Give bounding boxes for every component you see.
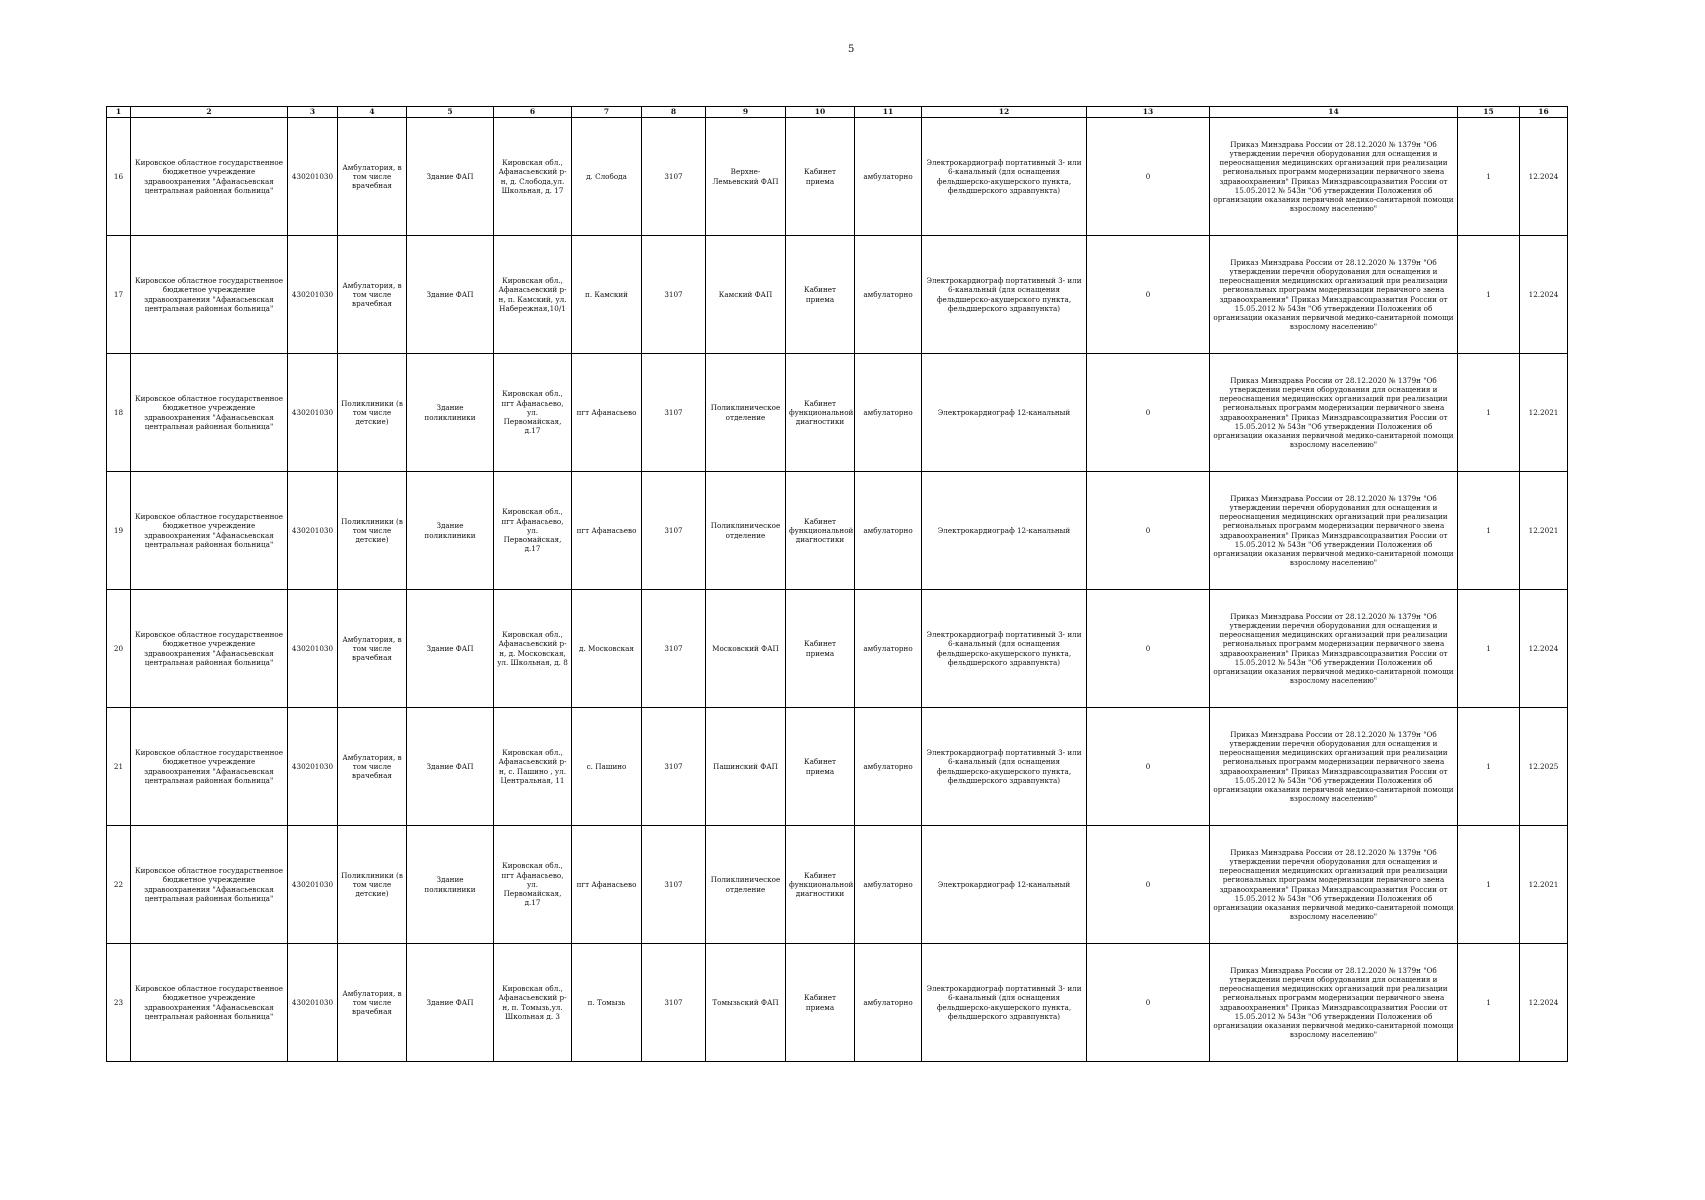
- care-mode-cell: амбулаторно: [855, 354, 922, 472]
- legal-basis-cell: Приказ Минздрава России от 28.12.2020 № 1379н "Об утверждении перечня оборудования для оснащения и переоснащения медицинских организаций при реализации региональных программ модернизации первичного звена здравоохранения" Приказ Минздравсоцразвития России от 15.05.2012 № 543н "Об утверждении Положения об организации оказания первичной медико-санитарной помощи взрослому населению": [1210, 944, 1458, 1062]
- organization-cell: Кировское областное государственное бюджетное учреждение здравоохранения "Афанасьевская центральная районная больница": [131, 354, 288, 472]
- row-number: 22: [107, 826, 131, 944]
- date-cell: 12.2024: [1520, 236, 1568, 354]
- column-header: 7: [572, 107, 642, 118]
- column-header: 4: [338, 107, 407, 118]
- quantity-available-cell: 0: [1087, 826, 1210, 944]
- code-cell: 3107: [642, 944, 706, 1062]
- equipment-cell: Электрокардиограф портативный 3- или 6-канальный (для оснащения фельдшерско-акушерского пункта, фельдшерского здравпункта): [922, 708, 1087, 826]
- building-cell: Здание ФАП: [407, 590, 494, 708]
- building-cell: Здание ФАП: [407, 118, 494, 236]
- kpp-cell: 430201030: [288, 472, 338, 590]
- organization-cell: Кировское областное государственное бюджетное учреждение здравоохранения "Афанасьевская центральная районная больница": [131, 236, 288, 354]
- quantity-available-cell: 0: [1087, 708, 1210, 826]
- settlement-cell: пгт Афанасьево: [572, 826, 642, 944]
- room-cell: Кабинет функциональной диагностики: [786, 472, 855, 590]
- kpp-cell: 430201030: [288, 354, 338, 472]
- row-number: 17: [107, 236, 131, 354]
- quantity-required-cell: 1: [1458, 944, 1520, 1062]
- code-cell: 3107: [642, 118, 706, 236]
- column-header: 10: [786, 107, 855, 118]
- date-cell: 12.2024: [1520, 944, 1568, 1062]
- table-row: [107, 708, 1568, 826]
- quantity-available-cell: 0: [1087, 472, 1210, 590]
- address-cell: Кировская обл., Афанасьевский р-н, п. Камский, ул. Набережная,10/1: [494, 236, 572, 354]
- quantity-available-cell: 0: [1087, 118, 1210, 236]
- building-cell: Здание поликлиники: [407, 826, 494, 944]
- legal-basis-cell: Приказ Минздрава России от 28.12.2020 № 1379н "Об утверждении перечня оборудования для оснащения и переоснащения медицинских организаций при реализации региональных программ модернизации первичного звена здравоохранения" Приказ Минздравсоцразвития России от 15.05.2012 № 543н "Об утверждении Положения об организации оказания первичной медико-санитарной помощи взрослому населению": [1210, 118, 1458, 236]
- code-cell: 3107: [642, 826, 706, 944]
- quantity-available-cell: 0: [1087, 236, 1210, 354]
- table-row: [107, 826, 1568, 944]
- equipment-cell: Электрокардиограф 12-канальный: [922, 472, 1087, 590]
- kpp-cell: 430201030: [288, 944, 338, 1062]
- organization-cell: Кировское областное государственное бюджетное учреждение здравоохранения "Афанасьевская центральная районная больница": [131, 118, 288, 236]
- date-cell: 12.2024: [1520, 118, 1568, 236]
- address-cell: Кировская обл., Афанасьевский р-н, п. Томызь,ул. Школьная д. 3: [494, 944, 572, 1062]
- unit-cell: Поликлиническое отделение: [706, 354, 786, 472]
- legal-basis-cell: Приказ Минздрава России от 28.12.2020 № 1379н "Об утверждении перечня оборудования для оснащения и переоснащения медицинских организаций при реализации региональных программ модернизации первичного звена здравоохранения" Приказ Минздравсоцразвития России от 15.05.2012 № 543н "Об утверждении Положения об организации оказания первичной медико-санитарной помощи взрослому населению": [1210, 354, 1458, 472]
- settlement-cell: с. Пашино: [572, 708, 642, 826]
- column-number-row: [107, 107, 1568, 118]
- quantity-required-cell: 1: [1458, 118, 1520, 236]
- column-header: 14: [1210, 107, 1458, 118]
- row-number: 16: [107, 118, 131, 236]
- settlement-cell: д. Московская: [572, 590, 642, 708]
- table-row: [107, 236, 1568, 354]
- legal-basis-cell: Приказ Минздрава России от 28.12.2020 № 1379н "Об утверждении перечня оборудования для оснащения и переоснащения медицинских организаций при реализации региональных программ модернизации первичного звена здравоохранения" Приказ Минздравсоцразвития России от 15.05.2012 № 543н "Об утверждении Положения об организации оказания первичной медико-санитарной помощи взрослому населению": [1210, 472, 1458, 590]
- organization-cell: Кировское областное государственное бюджетное учреждение здравоохранения "Афанасьевская центральная районная больница": [131, 944, 288, 1062]
- date-cell: 12.2024: [1520, 590, 1568, 708]
- care-mode-cell: амбулаторно: [855, 472, 922, 590]
- table-row: [107, 118, 1568, 236]
- table-row: [107, 944, 1568, 1062]
- quantity-required-cell: 1: [1458, 826, 1520, 944]
- row-number: 19: [107, 472, 131, 590]
- column-header: 6: [494, 107, 572, 118]
- facility-type-cell: Амбулатория, в том числе врачебная: [338, 590, 407, 708]
- equipment-cell: Электрокардиограф 12-канальный: [922, 354, 1087, 472]
- unit-cell: Верхне-Лемьевский ФАП: [706, 118, 786, 236]
- code-cell: 3107: [642, 708, 706, 826]
- quantity-required-cell: 1: [1458, 236, 1520, 354]
- unit-cell: Поликлиническое отделение: [706, 472, 786, 590]
- settlement-cell: пгт Афанасьево: [572, 354, 642, 472]
- code-cell: 3107: [642, 236, 706, 354]
- address-cell: Кировская обл., пгт Афанасьево, ул. Первомайская, д.17: [494, 354, 572, 472]
- room-cell: Кабинет функциональной диагностики: [786, 354, 855, 472]
- facility-type-cell: Амбулатория, в том числе врачебная: [338, 944, 407, 1062]
- column-header: 3: [288, 107, 338, 118]
- building-cell: Здание поликлиники: [407, 472, 494, 590]
- column-header: 16: [1520, 107, 1568, 118]
- care-mode-cell: амбулаторно: [855, 590, 922, 708]
- organization-cell: Кировское областное государственное бюджетное учреждение здравоохранения "Афанасьевская центральная районная больница": [131, 708, 288, 826]
- quantity-available-cell: 0: [1087, 354, 1210, 472]
- settlement-cell: п. Камский: [572, 236, 642, 354]
- row-number: 23: [107, 944, 131, 1062]
- table-row: [107, 354, 1568, 472]
- date-cell: 12.2021: [1520, 826, 1568, 944]
- equipment-cell: Электрокардиограф портативный 3- или 6-канальный (для оснащения фельдшерско-акушерского пункта, фельдшерского здравпункта): [922, 236, 1087, 354]
- kpp-cell: 430201030: [288, 708, 338, 826]
- quantity-required-cell: 1: [1458, 354, 1520, 472]
- quantity-available-cell: 0: [1087, 590, 1210, 708]
- address-cell: Кировская обл., пгт Афанасьево, ул. Первомайская, д.17: [494, 472, 572, 590]
- column-header: 1: [107, 107, 131, 118]
- facility-type-cell: Поликлиники (в том числе детские): [338, 354, 407, 472]
- care-mode-cell: амбулаторно: [855, 944, 922, 1062]
- row-number: 18: [107, 354, 131, 472]
- facility-type-cell: Амбулатория, в том числе врачебная: [338, 236, 407, 354]
- table-row: [107, 472, 1568, 590]
- care-mode-cell: амбулаторно: [855, 708, 922, 826]
- equipment-cell: Электрокардиограф портативный 3- или 6-канальный (для оснащения фельдшерско-акушерского пункта, фельдшерского здравпункта): [922, 118, 1087, 236]
- room-cell: Кабинет функциональной диагностики: [786, 826, 855, 944]
- organization-cell: Кировское областное государственное бюджетное учреждение здравоохранения "Афанасьевская центральная районная больница": [131, 826, 288, 944]
- address-cell: Кировская обл., пгт Афанасьево, ул. Первомайская, д.17: [494, 826, 572, 944]
- legal-basis-cell: Приказ Минздрава России от 28.12.2020 № 1379н "Об утверждении перечня оборудования для оснащения и переоснащения медицинских организаций при реализации региональных программ модернизации первичного звена здравоохранения" Приказ Минздравсоцразвития России от 15.05.2012 № 543н "Об утверждении Положения об организации оказания первичной медико-санитарной помощи взрослому населению": [1210, 236, 1458, 354]
- column-header: 13: [1087, 107, 1210, 118]
- page-number: 5: [848, 44, 855, 55]
- settlement-cell: пгт Афанасьево: [572, 472, 642, 590]
- building-cell: Здание ФАП: [407, 944, 494, 1062]
- facility-type-cell: Поликлиники (в том числе детские): [338, 826, 407, 944]
- quantity-available-cell: 0: [1087, 944, 1210, 1062]
- equipment-table: [106, 106, 1568, 1062]
- column-header: 15: [1458, 107, 1520, 118]
- kpp-cell: 430201030: [288, 590, 338, 708]
- column-header: 8: [642, 107, 706, 118]
- legal-basis-cell: Приказ Минздрава России от 28.12.2020 № 1379н "Об утверждении перечня оборудования для оснащения и переоснащения медицинских организаций при реализации региональных программ модернизации первичного звена здравоохранения" Приказ Минздравсоцразвития России от 15.05.2012 № 543н "Об утверждении Положения об организации оказания первичной медико-санитарной помощи взрослому населению": [1210, 826, 1458, 944]
- quantity-required-cell: 1: [1458, 472, 1520, 590]
- kpp-cell: 430201030: [288, 118, 338, 236]
- unit-cell: Камский ФАП: [706, 236, 786, 354]
- room-cell: Кабинет приема: [786, 590, 855, 708]
- date-cell: 12.2025: [1520, 708, 1568, 826]
- row-number: 21: [107, 708, 131, 826]
- address-cell: Кировская обл., Афанасьевский р-н, д. Московская, ул. Школьная, д. 8: [494, 590, 572, 708]
- unit-cell: Поликлиническое отделение: [706, 826, 786, 944]
- facility-type-cell: Поликлиники (в том числе детские): [338, 472, 407, 590]
- facility-type-cell: Амбулатория, в том числе врачебная: [338, 708, 407, 826]
- care-mode-cell: амбулаторно: [855, 826, 922, 944]
- code-cell: 3107: [642, 472, 706, 590]
- room-cell: Кабинет приема: [786, 944, 855, 1062]
- building-cell: Здание ФАП: [407, 236, 494, 354]
- organization-cell: Кировское областное государственное бюджетное учреждение здравоохранения "Афанасьевская центральная районная больница": [131, 472, 288, 590]
- code-cell: 3107: [642, 354, 706, 472]
- equipment-cell: Электрокардиограф 12-канальный: [922, 826, 1087, 944]
- table-row: [107, 590, 1568, 708]
- room-cell: Кабинет приема: [786, 236, 855, 354]
- building-cell: Здание поликлиники: [407, 354, 494, 472]
- column-header: 9: [706, 107, 786, 118]
- settlement-cell: п. Томызь: [572, 944, 642, 1062]
- column-header: 12: [922, 107, 1087, 118]
- quantity-required-cell: 1: [1458, 590, 1520, 708]
- equipment-cell: Электрокардиограф портативный 3- или 6-канальный (для оснащения фельдшерско-акушерского пункта, фельдшерского здравпункта): [922, 944, 1087, 1062]
- unit-cell: Московский ФАП: [706, 590, 786, 708]
- settlement-cell: д. Слобода: [572, 118, 642, 236]
- room-cell: Кабинет приема: [786, 118, 855, 236]
- column-header: 5: [407, 107, 494, 118]
- kpp-cell: 430201030: [288, 826, 338, 944]
- facility-type-cell: Амбулатория, в том числе врачебная: [338, 118, 407, 236]
- column-header: 2: [131, 107, 288, 118]
- unit-cell: Пашинский ФАП: [706, 708, 786, 826]
- address-cell: Кировская обл., Афанасьевский р-н, с. Пашино , ул. Центральная, 11: [494, 708, 572, 826]
- legal-basis-cell: Приказ Минздрава России от 28.12.2020 № 1379н "Об утверждении перечня оборудования для оснащения и переоснащения медицинских организаций при реализации региональных программ модернизации первичного звена здравоохранения" Приказ Минздравсоцразвития России от 15.05.2012 № 543н "Об утверждении Положения об организации оказания первичной медико-санитарной помощи взрослому населению": [1210, 590, 1458, 708]
- row-number: 20: [107, 590, 131, 708]
- care-mode-cell: амбулаторно: [855, 236, 922, 354]
- organization-cell: Кировское областное государственное бюджетное учреждение здравоохранения "Афанасьевская центральная районная больница": [131, 590, 288, 708]
- date-cell: 12.2021: [1520, 472, 1568, 590]
- address-cell: Кировская обл., Афанасьевский р-н, д. Слобода,ул. Школьная, д. 17: [494, 118, 572, 236]
- quantity-required-cell: 1: [1458, 708, 1520, 826]
- building-cell: Здание ФАП: [407, 708, 494, 826]
- care-mode-cell: амбулаторно: [855, 118, 922, 236]
- kpp-cell: 430201030: [288, 236, 338, 354]
- column-header: 11: [855, 107, 922, 118]
- legal-basis-cell: Приказ Минздрава России от 28.12.2020 № 1379н "Об утверждении перечня оборудования для оснащения и переоснащения медицинских организаций при реализации региональных программ модернизации первичного звена здравоохранения" Приказ Минздравсоцразвития России от 15.05.2012 № 543н "Об утверждении Положения об организации оказания первичной медико-санитарной помощи взрослому населению": [1210, 708, 1458, 826]
- unit-cell: Томызьский ФАП: [706, 944, 786, 1062]
- equipment-cell: Электрокардиограф портативный 3- или 6-канальный (для оснащения фельдшерско-акушерского пункта, фельдшерского здравпункта): [922, 590, 1087, 708]
- date-cell: 12.2021: [1520, 354, 1568, 472]
- room-cell: Кабинет приема: [786, 708, 855, 826]
- code-cell: 3107: [642, 590, 706, 708]
